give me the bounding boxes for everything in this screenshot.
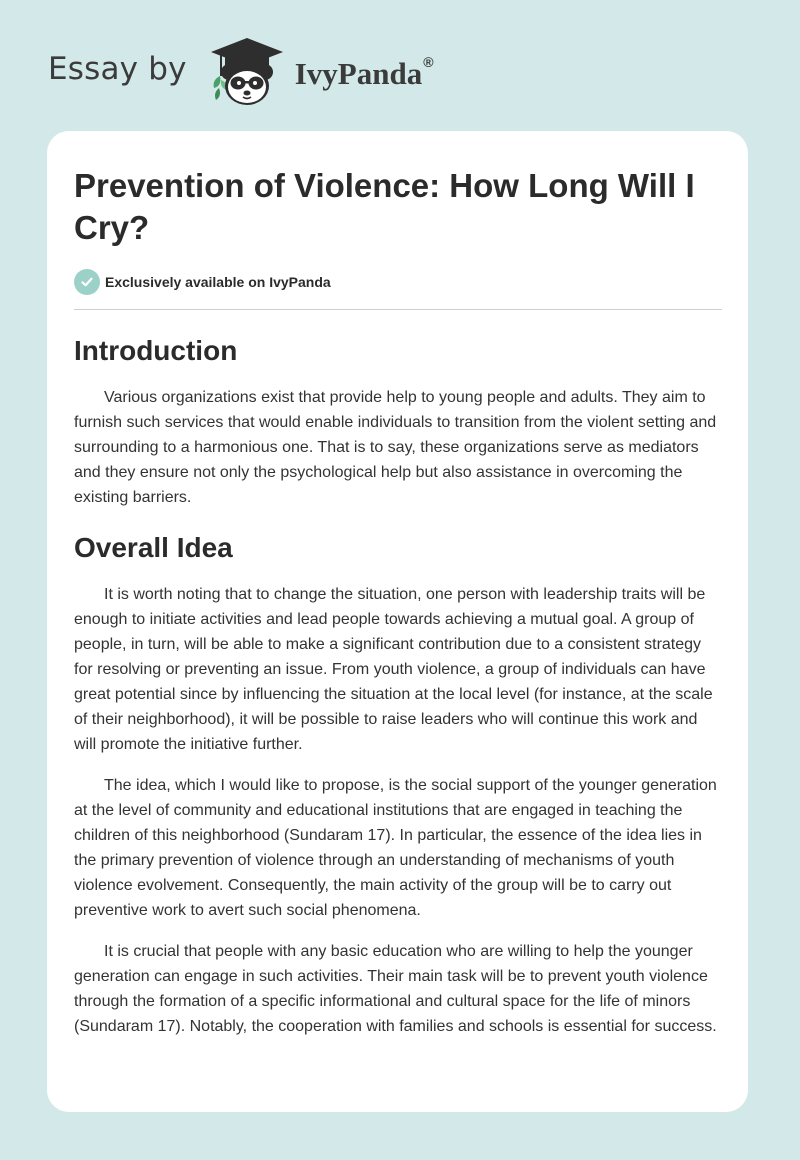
paragraph: The idea, which I would like to propose, is the social support of the younger generation at the level of community and educational institutions that are engaged in teaching the children of this neighborhood (Sundaram 17). In particular, the essence of the idea lies in the primary prevention of violence through an understanding of mechanisms of youth violence evolvement. Consequently, the main activity of the group will be to carry out preventive work to avert such social phenomena.	[74, 777, 717, 919]
paragraph: It is crucial that people with any basic education who are willing to help the younger generation can engage in such activities. Their main task will be to prevent youth violence through the formation of a specific informational and cultural space for the life of minors (Sundaram 17). Notably, the cooperation with families and schools is essential for success.	[74, 943, 717, 1035]
brand-name[interactable]: IvyPanda®	[294, 53, 434, 91]
paragraph: It is worth noting that to change the situation, one person with leadership traits will be enough to initiate activities and lead people towards achieving a mutual goal. A group of people, in turn, will be able to make a significant contribution due to a consistent strategy for resolving or preventing an issue. From youth violence, a group of individuals can have great potential since by influencing the situation at the local level (for instance, at the scale of their neighborhood), it will be possible to raise leaders who will continue this work and will promote the initiative further.	[74, 586, 713, 753]
section-heading: Introduction	[74, 335, 238, 366]
exclusive-badge	[74, 269, 722, 295]
paragraph: Various organizations exist that provide help to young people and adults. They aim to furnish such services that would enable individuals to transition from the violent setting and surrounding to a harmonious one. That is to say, these organizations serve as mediators and they ensure not only the psychological help but also assistance in overcoming the existing barriers.	[74, 389, 717, 506]
section-introduction	[74, 334, 722, 510]
section-heading: Overall Idea	[74, 532, 233, 563]
brand-prefix: Essay by	[48, 51, 187, 87]
essay-card	[47, 131, 748, 1112]
exclusive-badge-label: Exclusively available on IvyPanda	[105, 274, 331, 290]
section-overall-idea	[74, 531, 722, 1039]
site-header	[48, 36, 434, 108]
check-circle-icon	[74, 269, 100, 295]
page-title: Prevention of Violence: How Long Will I Cry?	[74, 167, 695, 246]
panda-graduate-logo-icon[interactable]	[201, 36, 293, 108]
registered-mark: ®	[423, 53, 434, 70]
title-divider	[74, 309, 722, 310]
